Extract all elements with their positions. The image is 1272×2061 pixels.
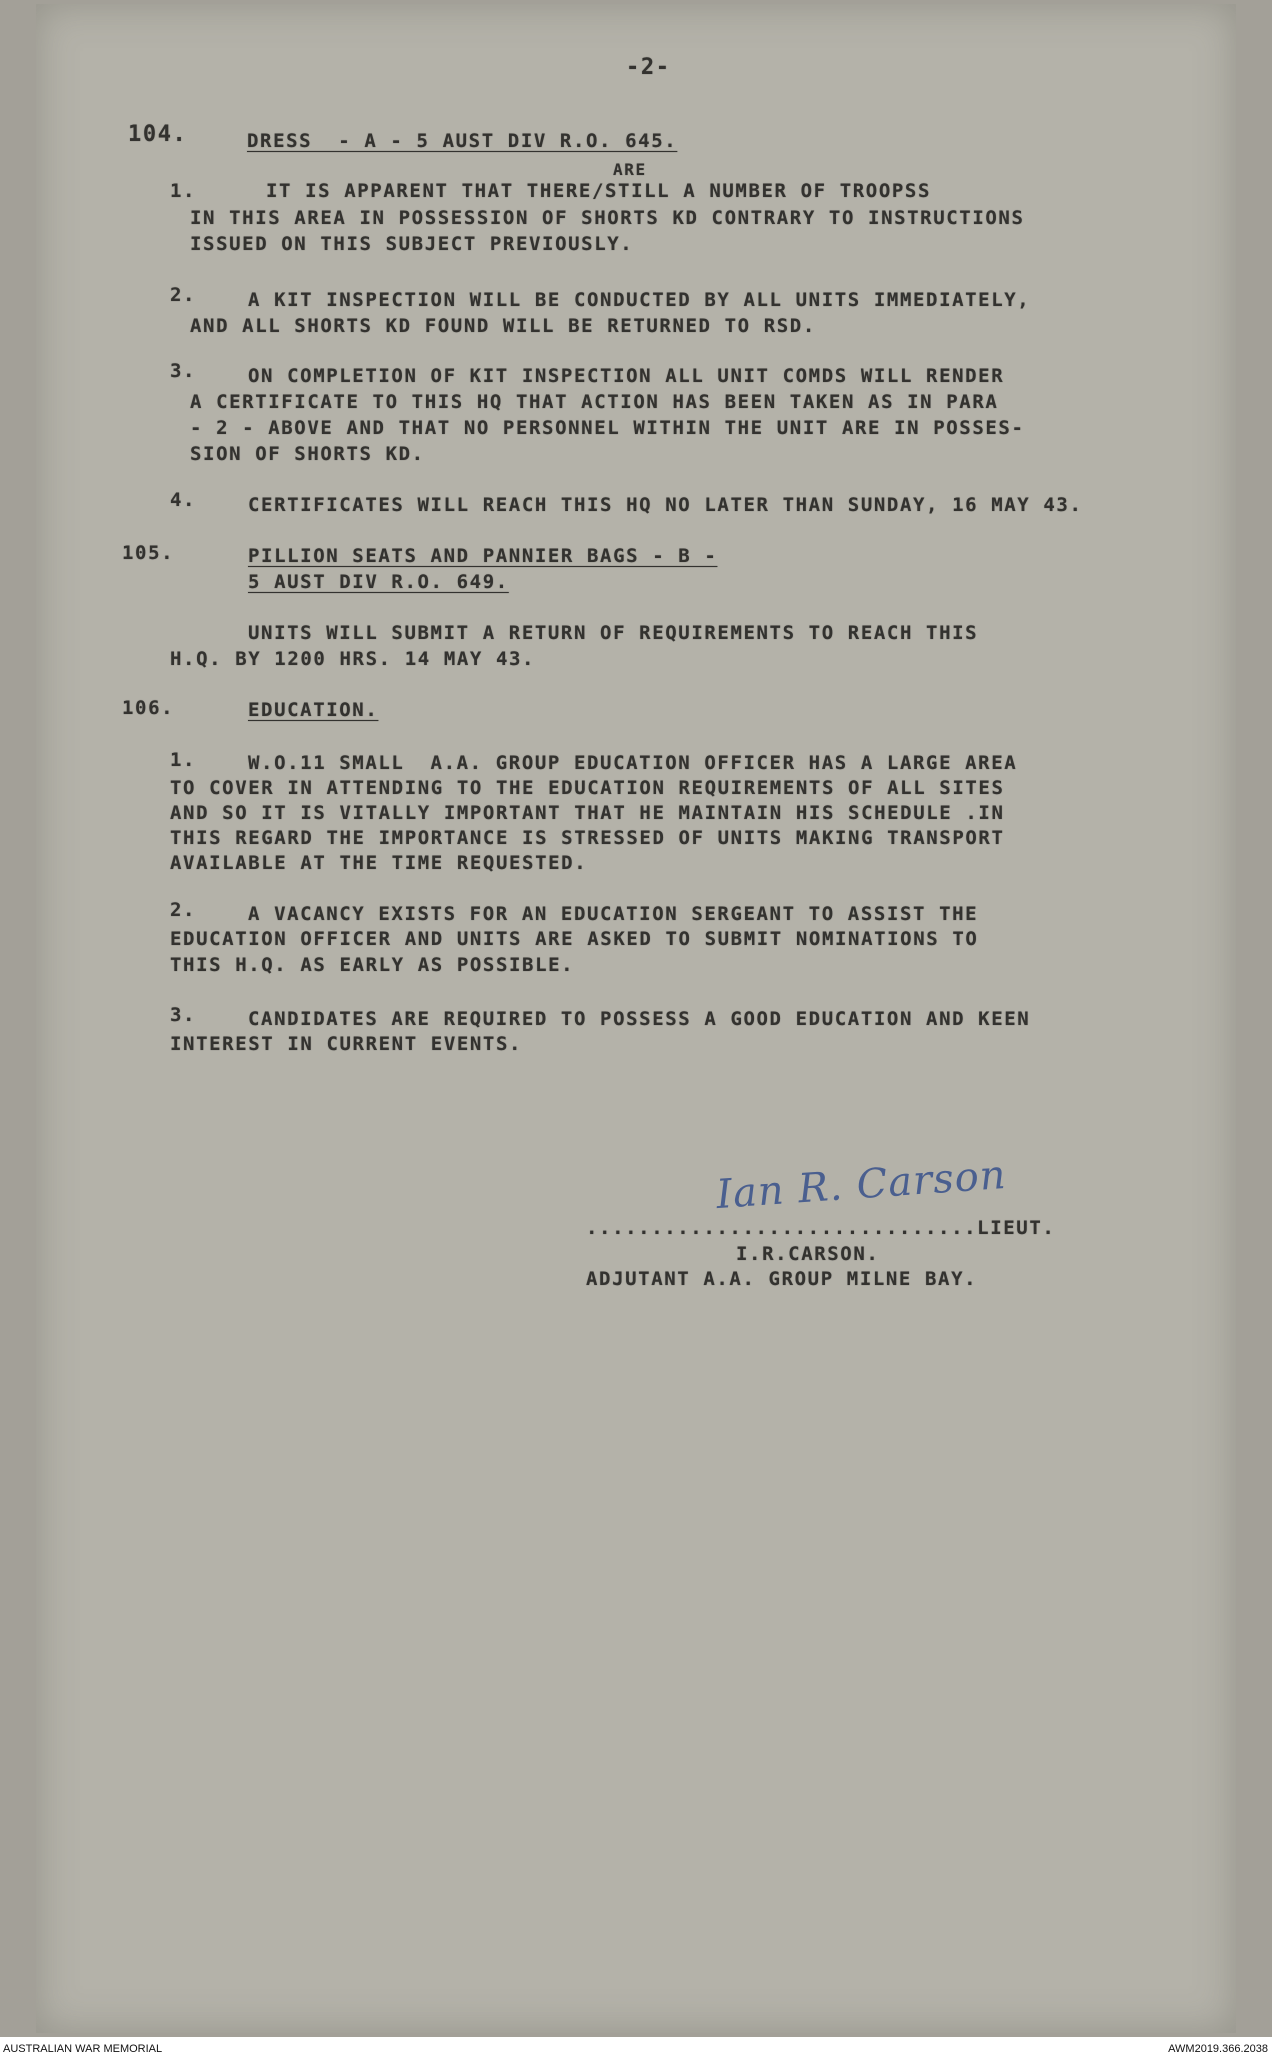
item-106-para-2-line-1: A VACANCY EXISTS FOR AN EDUCATION SERGEANT TO ASSIST THE [248, 903, 979, 925]
page-number: -2- [626, 55, 671, 80]
item-106-para-3-line-1: CANDIDATES ARE REQUIRED TO POSSESS A GOOD EDUCATION AND KEEN [248, 1008, 1031, 1030]
item-106-para-1-line-1: W.O.11 SMALL A.A. GROUP EDUCATION OFFICER HAS A LARGE AREA [248, 752, 1018, 774]
item-104-para-3-line-1: ON COMPLETION OF KIT INSPECTION ALL UNIT COMDS WILL RENDER [248, 365, 1005, 387]
item-106-para-2-number: 2. [170, 899, 197, 921]
item-106-para-1-number: 1. [170, 749, 197, 771]
item-104-para-3-line-3: - 2 - ABOVE AND THAT NO PERSONNEL WITHIN THE UNIT ARE IN POSSES- [190, 417, 1025, 439]
item-106-para-1-line-2: TO COVER IN ATTENDING TO THE EDUCATION REQUIREMENTS OF ALL SITES [170, 777, 1005, 799]
signatory-title: ADJUTANT A.A. GROUP MILNE BAY. [586, 1268, 978, 1290]
document-page [36, 4, 1236, 2033]
item-105-text-line-1: UNITS WILL SUBMIT A RETURN OF REQUIREMENTS TO REACH THIS [248, 622, 979, 644]
item-104-para-2-number: 2. [170, 284, 197, 306]
item-104-para-1-line-1: IT IS APPARENT THAT THERE/STILL A NUMBER OF TROOPSS [266, 180, 931, 202]
item-104-para-1-number: 1. [170, 180, 197, 202]
item-105-title-line-2: 5 AUST DIV R.O. 649. [248, 571, 509, 593]
item-104-para-3-number: 3. [170, 360, 197, 382]
signature-line: ..............................LIEUT. [586, 1217, 1056, 1239]
item-106-para-2-line-3: THIS H.Q. AS EARLY AS POSSIBLE. [170, 954, 575, 976]
item-104-number: 104. [128, 122, 188, 147]
item-104-para-1-line-3: ISSUED ON THIS SUBJECT PREVIOUSLY. [190, 233, 634, 255]
item-105-number: 105. [122, 542, 175, 564]
item-104-para-2-line-1: A KIT INSPECTION WILL BE CONDUCTED BY ALL UNITS IMMEDIATELY, [248, 289, 1031, 311]
item-104-para-4-line-1: CERTIFICATES WILL REACH THIS HQ NO LATER THAN SUNDAY, 16 MAY 43. [248, 494, 1083, 516]
item-106-para-2-line-2: EDUCATION OFFICER AND UNITS ARE ASKED TO SUBMIT NOMINATIONS TO [170, 928, 979, 950]
item-104-insertion: ARE [613, 160, 647, 179]
item-104-para-2-line-2: AND ALL SHORTS KD FOUND WILL BE RETURNED TO RSD. [190, 315, 816, 337]
item-106-para-1-line-3: AND SO IT IS VITALLY IMPORTANT THAT HE MAINTAIN HIS SCHEDULE .IN [170, 802, 1005, 824]
item-106-para-3-number: 3. [170, 1004, 197, 1026]
item-104-para-3-line-2: A CERTIFICATE TO THIS HQ THAT ACTION HAS BEEN TAKEN AS IN PARA [190, 391, 999, 413]
archive-credit: AUSTRALIAN WAR MEMORIAL [3, 2043, 163, 2055]
item-104-para-3-line-4: SION OF SHORTS KD. [190, 443, 425, 465]
item-105-title-line-1: PILLION SEATS AND PANNIER BAGS - B - [248, 545, 718, 567]
item-105-text-line-2: H.Q. BY 1200 HRS. 14 MAY 43. [170, 648, 536, 670]
item-104-title: DRESS - A - 5 AUST DIV R.O. 645. [247, 130, 678, 152]
item-106-title: EDUCATION. [248, 699, 379, 721]
item-104-para-1-line-2: IN THIS AREA IN POSSESSION OF SHORTS KD CONTRARY TO INSTRUCTIONS [190, 207, 1025, 229]
item-106-number: 106. [122, 697, 175, 719]
item-106-para-1-line-4: THIS REGARD THE IMPORTANCE IS STRESSED OF UNITS MAKING TRANSPORT [170, 827, 1005, 849]
signatory-name: I.R.CARSON. [736, 1243, 880, 1265]
item-106-para-1-line-5: AVAILABLE AT THE TIME REQUESTED. [170, 852, 588, 874]
item-104-para-4-number: 4. [170, 489, 197, 511]
item-106-para-3-line-2: INTEREST IN CURRENT EVENTS. [170, 1033, 523, 1055]
handwritten-signature: Ian R. Carson [714, 1151, 1008, 1219]
archive-reference: AWM2019.366.2038 [1168, 2043, 1268, 2055]
